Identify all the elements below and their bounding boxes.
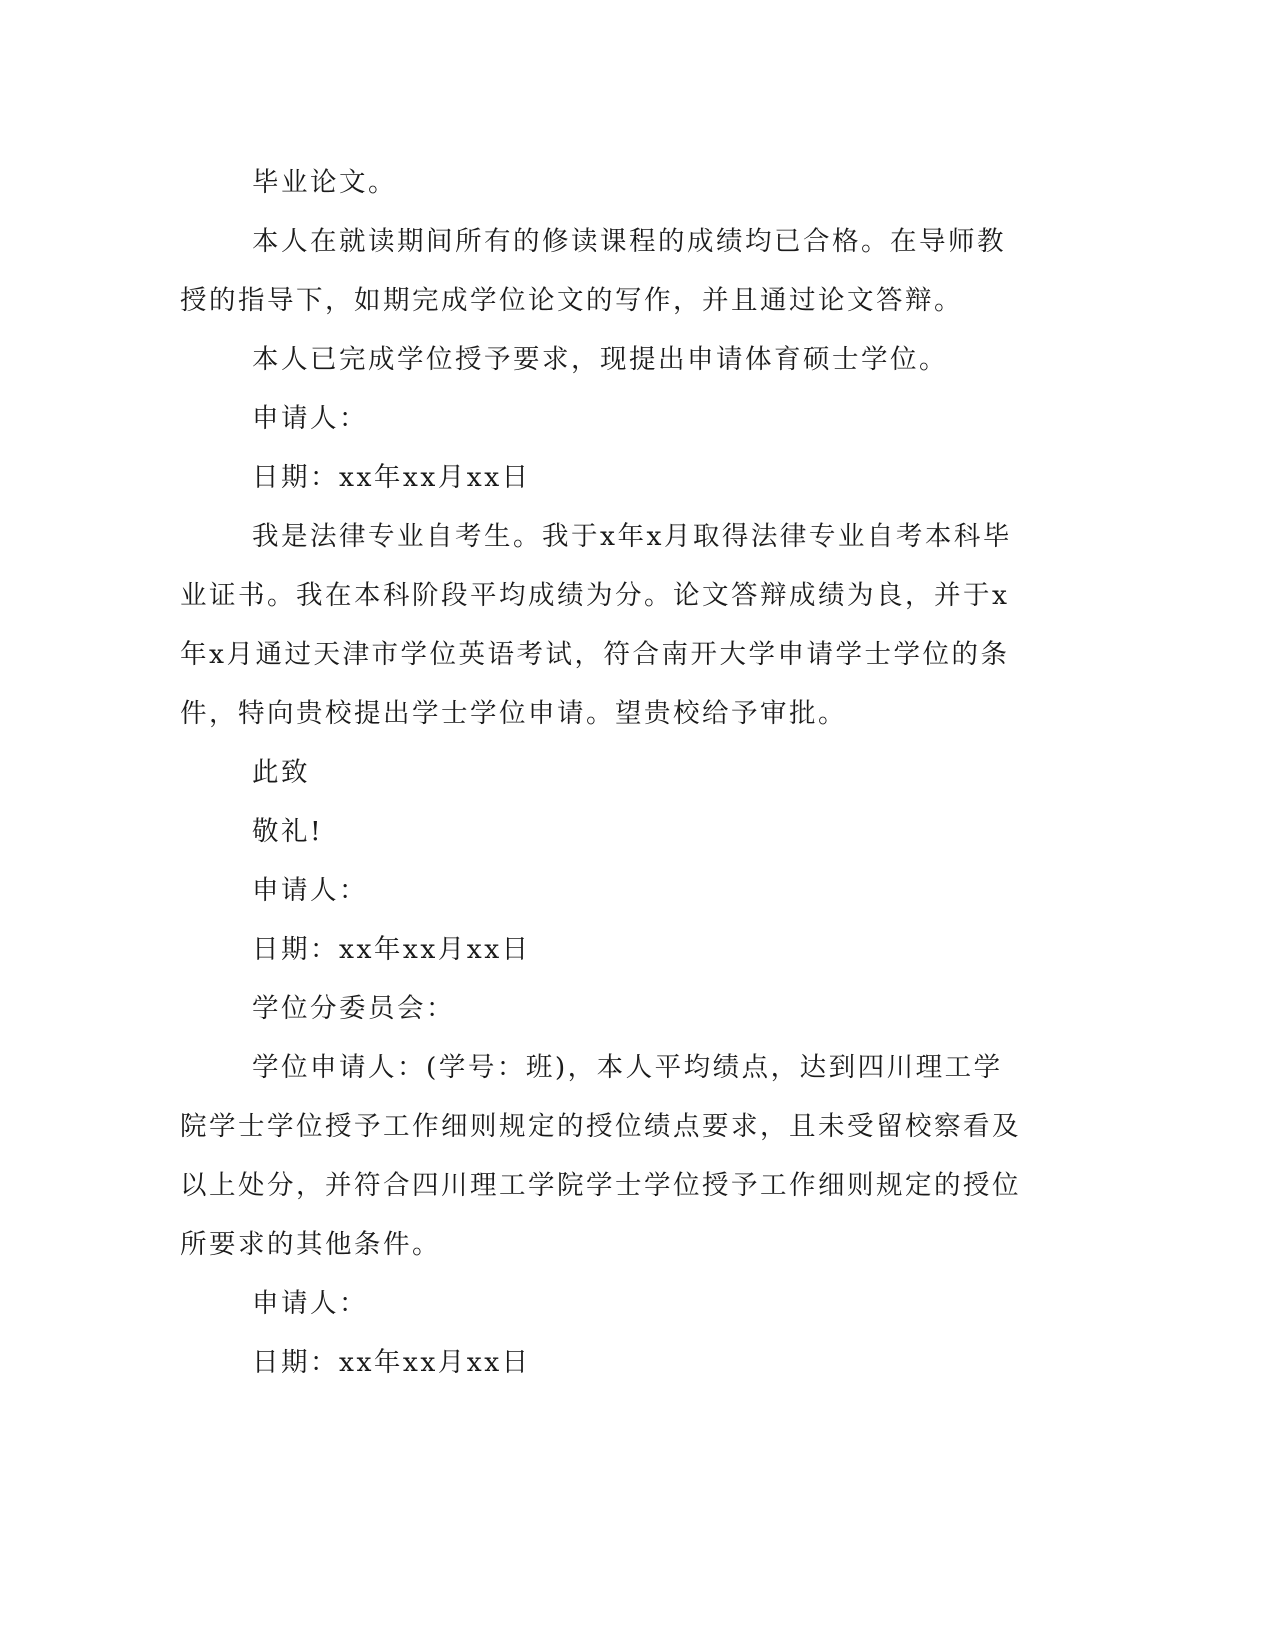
paragraph-degree-request: 本人已完成学位授予要求，现提出申请体育硕士学位。	[252, 344, 948, 375]
document-body	[180, 153, 1030, 1392]
paragraph-course-completion: 本人在就读期间所有的修读课程的成绩均已合格。在导师教授的指导下，如期完成学位论文的写作，并且通过论文答辩。	[180, 226, 1006, 316]
closing-salutation: 此致	[252, 757, 310, 788]
recipient-committee: 学位分委员会：	[252, 993, 455, 1024]
applicant-label: 申请人：	[252, 403, 368, 434]
date-line: 日期：xx年xx月xx日	[252, 462, 531, 493]
closing-respect: 敬礼!	[252, 816, 324, 847]
paragraph-law-application: 我是法律专业自考生。我于x年x月取得法律专业自考本科毕业证书。我在本科阶段平均成绩为分。论文答辩成绩为良，并于x年x月通过天津市学位英语考试，符合南开大学申请学士学位的条件，特向贵校提出学士学位申请。望贵校给予审批。	[180, 521, 1012, 729]
applicant-label: 申请人：	[252, 875, 368, 906]
date-line: 日期：xx年xx月xx日	[252, 934, 531, 965]
paragraph-gpa-application: 学位申请人：(学号：班)，本人平均绩点，达到四川理工学院学士学位授予工作细则规定的授位绩点要求，且未受留校察看及以上处分，并符合四川理工学院学士学位授予工作细则规定的授位所要求的其他条件。	[180, 1052, 1021, 1260]
paragraph-thesis-end: 毕业论文。	[252, 167, 397, 198]
applicant-label: 申请人：	[252, 1288, 368, 1319]
date-line: 日期：xx年xx月xx日	[252, 1347, 531, 1378]
